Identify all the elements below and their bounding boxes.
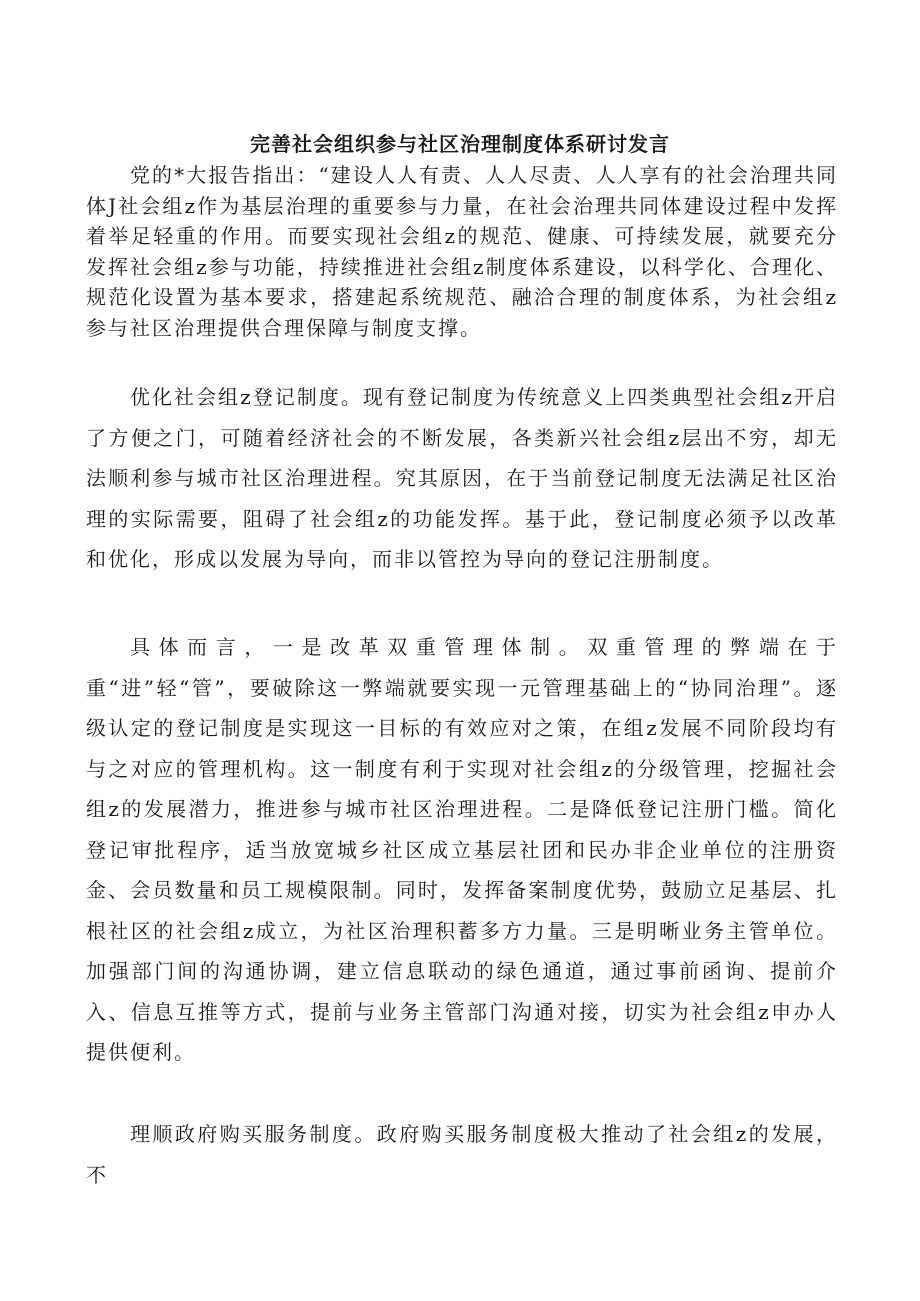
document-title: 完善社会组织参与社区治理制度体系研讨发言 — [250, 132, 670, 156]
paragraph-procurement: 理顺政府购买服务制度。政府购买服务制度极大推动了社会组z的发展，不 — [86, 1122, 838, 1187]
paragraph-registration: 优化社会组z登记制度。现有登记制度为传统意义上四类典型社会组z开启了方便之门，可随着经济社会的不断发展，各类新兴社会组z层出不穷，却无法顺利参与城市社区治理进程。究其原因，在于当前登记制度无法满足社区治理的实际需要，阻碍了社会组z的功能发挥。基于此，登记制度必须予以改革和优化，形成以发展为导向，而非以管控为导向的登记注册制度。 — [86, 385, 838, 571]
paragraph-intro: 党的*大报告指出：“建设人人有责、人人尽责、人人享有的社会治理共同体J社会组z作为基层治理的重要参与力量，在社会治理共同体建设过程中发挥着举足轻重的作用。而要实现社会组z的规范、健康、可持续发展，就要充分发挥社会组z参与功能，持续推进社会组z制度体系建设，以科学化、合理化、规范化设置为基本要求，搭建起系统规范、融洽合理的制度体系，为社会组z参与社区治理提供合理保障与制度支撑。 — [86, 163, 838, 340]
paragraph-specifics: 具体而言，一是改革双重管理体制。双重管理的弊端在于重“进”轻“管”，要破除这一弊端就要实现一元管理基础上的“协同治理”。逐级认定的登记制度是实现这一目标的有效应对之策，在组z发展不同阶段均有与之对应的管理机构。这一制度有利于实现对社会组z的分级管理，挖掘社会组z的发展潜力，推进参与城市社区治理进程。二是降低登记注册门槛。简化登记审批程序，适当放宽城乡社区成立基层社团和民办非企业单位的注册资金、会员数量和员工规模限制。同时，发挥备案制度优势，鼓励立足基层、扎根社区的社会组z成立，为社区治理积蓄多方力量。三是明晰业务主管单位。加强部门间的沟通协调，建立信息联动的绿色通道，通过事前函询、提前介入、信息互推等方式，提前与业务主管部门沟通对接，切实为社会组z申办人提供便利。 — [86, 635, 838, 1064]
